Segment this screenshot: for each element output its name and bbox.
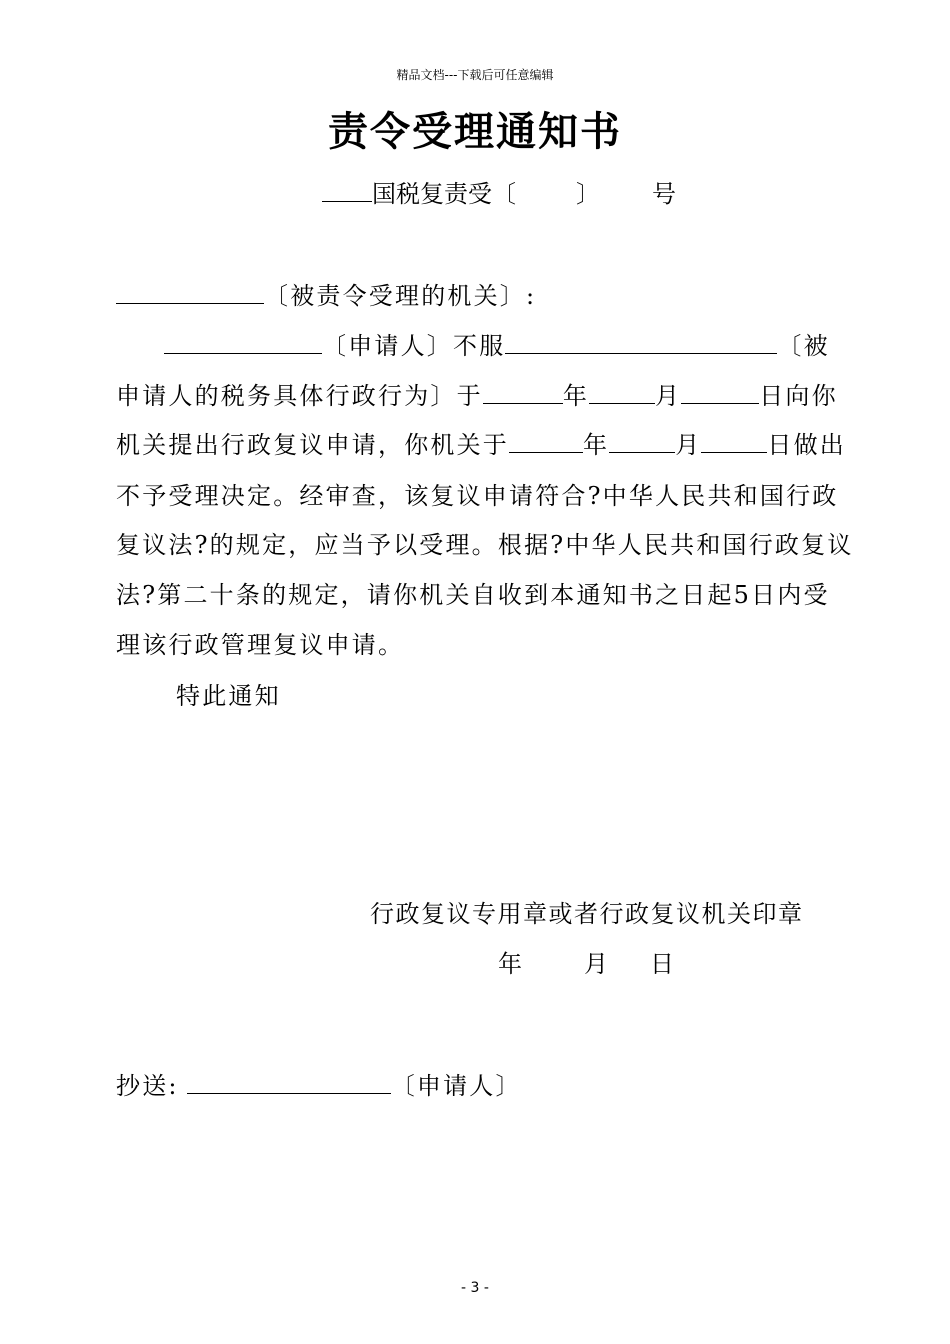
body-text: 机关提出行政复议申请，你机关于	[116, 431, 509, 459]
body-line-5: 复议法?的规定，应当予以受理。根据?中华人民共和国行政复议	[116, 531, 854, 559]
signature-date	[498, 944, 674, 979]
cc-label: 抄送:	[116, 1072, 179, 1100]
closing-text: 特此通知	[176, 682, 281, 710]
date-month: 月	[584, 950, 608, 978]
cc-suffix: 〔申请人〕	[390, 1072, 522, 1100]
docno-close: 〕	[576, 180, 600, 208]
header-note: 精品文档---下载后可任意编辑	[396, 68, 554, 82]
body-line-3	[116, 425, 846, 460]
blank-applicant	[164, 327, 322, 354]
body-text: 月	[675, 431, 702, 459]
blank-cc	[187, 1067, 391, 1094]
body-text: 日做出	[767, 431, 847, 459]
body-line-1	[164, 326, 830, 361]
blank-year	[483, 377, 563, 404]
body-line-2	[116, 376, 838, 411]
body-text: 〔申请人〕不服	[322, 332, 506, 360]
body-text: 月	[655, 382, 682, 410]
body-line-4: 不予受理决定。经审查，该复议申请符合?中华人民共和国行政	[116, 482, 839, 510]
blank-month	[589, 377, 655, 404]
blank-month	[609, 426, 675, 453]
blank-day	[701, 426, 767, 453]
docno-suffix: 号	[652, 180, 676, 208]
date-day: 日	[650, 950, 674, 978]
body-text: 日向你	[759, 382, 838, 410]
seal-text: 行政复议专用章或者行政复议机关印章	[370, 900, 804, 928]
body-text: 〔被	[777, 332, 830, 360]
body-text: 申请人的税务具体行政行为〕于	[116, 382, 483, 410]
body-line-7: 理该行政管理复议申请。	[116, 631, 405, 659]
docno-mid: 国税复责受〔	[372, 180, 516, 208]
blank-addressee	[116, 277, 264, 304]
page-title: 责令受理通知书	[328, 108, 622, 155]
cc-line	[116, 1066, 522, 1101]
body-text: 年	[562, 382, 590, 410]
addressee: 〔被责令受理的机关〕:	[264, 282, 537, 310]
document-number	[322, 174, 676, 209]
addressee-line	[116, 276, 536, 311]
blank-action	[505, 327, 777, 354]
page-number: - 3 -	[461, 1280, 489, 1296]
body-text: 年	[583, 431, 610, 459]
blank-day	[681, 377, 759, 404]
body-line-6: 法?第二十条的规定，请你机关自收到本通知书之日起5日内受	[116, 581, 830, 609]
blank-prefix	[322, 175, 372, 202]
date-year: 年	[498, 950, 522, 978]
blank-year	[509, 426, 583, 453]
